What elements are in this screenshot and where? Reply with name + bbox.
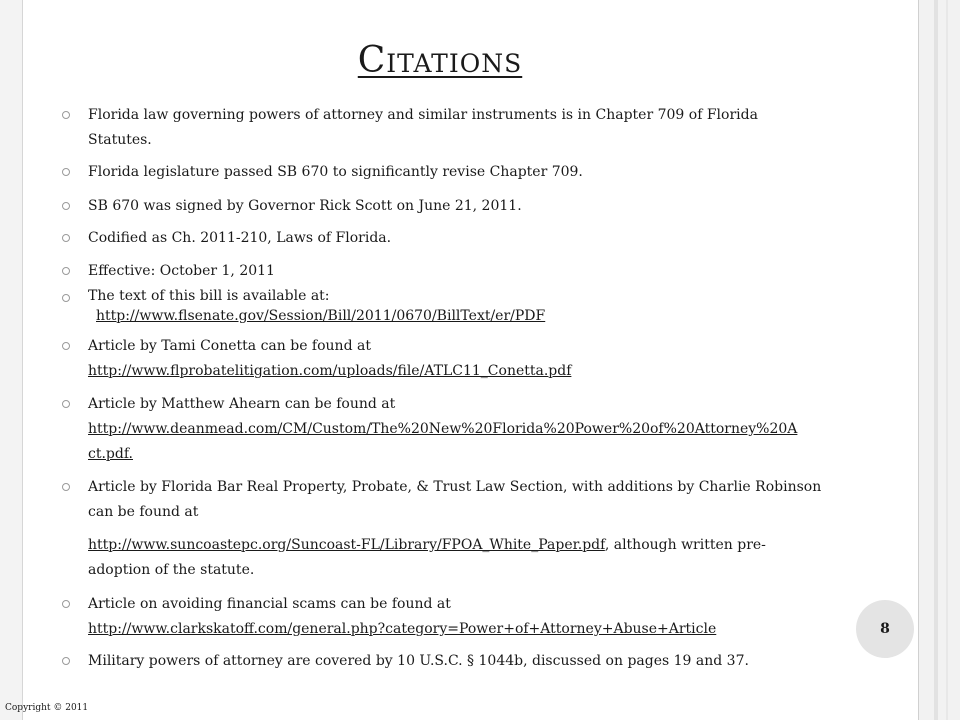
bullet-chapter-709: Florida law governing powers of attorney and similar instruments is in Chapter 709 of Florida Statutes.	[88, 107, 758, 148]
circle-bullet-icon	[60, 481, 72, 493]
copyright-notice: Copyright © 2011	[5, 703, 89, 713]
link-deanmead-pdf-cont[interactable]: ct.pdf.	[88, 446, 133, 462]
slide-right-stripe	[934, 0, 938, 720]
circle-bullet-icon	[60, 398, 72, 410]
bullet-scams-label: Article on avoiding financial scams can be found at	[88, 596, 451, 612]
bullet-effective-date: Effective: October 1, 2011	[88, 263, 275, 279]
bullet-scams-article	[88, 592, 823, 642]
slide-right-stripe-2	[946, 0, 948, 720]
link-conetta-pdf[interactable]: http://www.flprobatelitigation.com/uploads/file/ATLC11_Conetta.pdf	[88, 363, 572, 379]
bullet-florida-bar-article	[88, 475, 823, 583]
link-flsenate-bill[interactable]: http://www.flsenate.gov/Session/Bill/2011/0670/BillText/er/PDF	[96, 308, 546, 324]
link-suncoast-pdf[interactable]: http://www.suncoastepc.org/Suncoast-FL/Library/FPOA_White_Paper.pdf	[88, 537, 605, 553]
circle-bullet-icon	[60, 292, 72, 304]
bullet-conetta-article	[88, 334, 823, 384]
circle-bullet-icon	[60, 265, 72, 277]
circle-bullet-icon	[60, 655, 72, 667]
bullet-codified: Codified as Ch. 2011-210, Laws of Florida.	[88, 230, 392, 246]
bullet-florida-bar-label: Article by Florida Bar Real Property, Probate, & Trust Law Section, with additions by Charlie Robinson can be found at	[88, 479, 822, 520]
circle-bullet-icon	[60, 109, 72, 121]
circle-bullet-icon	[60, 598, 72, 610]
slide-title: Citations	[357, 40, 523, 81]
bullet-bill-text-label: The text of this bill is available at:	[88, 288, 330, 304]
slide-right-border-line	[918, 0, 919, 720]
link-clarkskatoff[interactable]: http://www.clarkskatoff.com/general.php?category=Power+of+Attorney+Abuse+Article	[88, 621, 717, 637]
circle-bullet-icon	[60, 232, 72, 244]
bullet-ahearn-label: Article by Matthew Ahearn can be found at	[88, 396, 396, 412]
bullet-sb670-signed: SB 670 was signed by Governor Rick Scott on June 21, 2011.	[88, 198, 522, 214]
bullet-conetta-label: Article by Tami Conetta can be found at	[88, 338, 371, 354]
slide-left-border-line	[22, 0, 23, 720]
page-number: 8	[880, 621, 890, 637]
bullet-florida-bar-suffix: , although written pre-adoption of the statute.	[88, 537, 766, 578]
circle-bullet-icon	[60, 200, 72, 212]
slide-left-border	[0, 0, 22, 720]
bullet-military-poa: Military powers of attorney are covered by 10 U.S.C. § 1044b, discussed on pages 19 and 37.	[88, 653, 749, 669]
circle-bullet-icon	[60, 340, 72, 352]
bullet-bill-text	[88, 286, 823, 326]
bullet-sb670-passed: Florida legislature passed SB 670 to significantly revise Chapter 709.	[88, 164, 583, 180]
bullet-ahearn-article	[88, 392, 823, 467]
page-number-badge	[856, 600, 914, 658]
slide-right-border	[918, 0, 960, 720]
link-deanmead-pdf[interactable]: http://www.deanmead.com/CM/Custom/The%20New%20Florida%20Power%20of%20Attorney%20A	[88, 421, 798, 437]
circle-bullet-icon	[60, 166, 72, 178]
